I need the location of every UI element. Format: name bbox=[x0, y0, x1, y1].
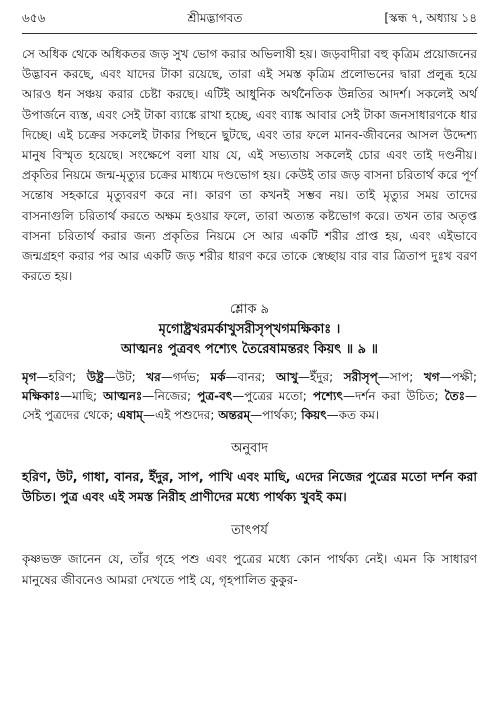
synonyms-paragraph bbox=[22, 368, 477, 425]
header-rule bbox=[22, 33, 477, 34]
purport-heading: তাৎপর্য bbox=[231, 523, 268, 539]
book-title: শ্রীমদ্ভাগবত bbox=[187, 11, 243, 25]
synonym-meaning: —পার্থক্য; bbox=[250, 408, 302, 423]
synonym-word: অন্তরম্ bbox=[218, 408, 251, 423]
purport-continued-paragraph: সে অধিক থেকে অধিকতর জড় সুখ ভোগ করার অভিলাষী হয়। জড়বাদীরা বহু কৃত্রিম প্রয়োজনের উদ্ভাবন করছে, এবং যাদের টাকা রয়েছে, তারা এই সমস্ত কৃত্রিম প্রলোভনের দ্বারা প্রলুব্ধ হয়ে আরও ধন সঞ্চয় করার চেষ্টা করছে। এটিই আধুনিক অর্থনৈতিক উন্নতির আদর্শ। সকলেই অর্থ উপার্জনে ব্যস্ত, এবং সেই টাকা ব্যাঙ্কে রাখা হচ্ছে, এবং ব্যাঙ্ক আবার সেই টাকা জনসাধারণকে ধার দিচ্ছে। এই চক্রের সকলেই টাকার পিছনে ছুটছে, এবং তার ফলে মানব-জীবনের আসল উদ্দেশ্য মানুষ বিস্মৃত হয়েছে। সংক্ষেপে বলা যায় যে, এই সভ্যতায় সকলেই চোর এবং তাই দণ্ডনীয়। প্রকৃতির নিয়মে জন্ম-মৃত্যুর চক্রের মাধ্যমে দণ্ডভোগ হয়। কেউই তার জড় বাসনা চরিতার্থ করে পূর্ণ সন্তোষ সহকারে মৃত্যুবরণ করে না। কারণ তা কখনই সম্ভব নয়। তাই মৃত্যুর সময় তাদের বাসনাগুলি চরিতার্থ করতে অক্ষম হওয়ার ফলে, তারা অত্যন্ত কষ্টভোগ করে। তখন তার অতৃপ্ত বাসনা চরিতার্থ করার জন্য প্রকৃতির নিয়মে সে আর একটি শরীর প্রাপ্ত হয়, এবং এইভাবে জন্মগ্রহণ করার পর আর একটি জড় শরীর ধারণ করে তাকে স্বেচ্ছায় বার বার ত্রিতাপ দুঃখ বরণ করতে হয়। bbox=[22, 47, 477, 284]
synonym-word: সরীসৃপ্ bbox=[343, 370, 378, 385]
synonym-meaning: —দর্শন করা উচিত; bbox=[342, 389, 445, 404]
verse-heading: শ্লোক ৯ bbox=[229, 302, 270, 318]
translation-text: হরিণ, উট, গাধা, বানর, ইঁদুর, সাপ, পাখি এবং মাছি, এদের নিজের পুত্রের মতো দর্শন করা উচিত। পুত্র এবং এই সমস্ত নিরীহ প্রাণীদের মধ্যে পার্থক্য খুবই কম। bbox=[22, 469, 477, 505]
page-number: ৬৫৬ bbox=[22, 11, 46, 25]
synonym-meaning: —কত কম। bbox=[326, 408, 380, 423]
synonym-meaning: —এই পশুদের; bbox=[142, 408, 219, 423]
verse-line-1: মৃগোষ্ট্রখরমর্কাখুসরীসৃপ্খগমক্ষিকাঃ । bbox=[158, 322, 341, 338]
synonym-word: তৈঃ bbox=[444, 389, 465, 404]
synonym-word: খগ bbox=[423, 370, 440, 385]
synonym-word: মৃগ bbox=[22, 370, 37, 385]
synonym-word: পুত্র-বৎ bbox=[197, 389, 233, 404]
synonym-word: আখু bbox=[276, 370, 298, 385]
synonym-meaning: —উট; bbox=[103, 370, 147, 385]
synonym-word: মর্ক bbox=[210, 370, 226, 385]
synonym-meaning: —বানর; bbox=[225, 370, 277, 385]
synonym-word: এষাম্ bbox=[117, 408, 143, 423]
page-header bbox=[22, 10, 477, 30]
synonym-word: পশ্যেৎ bbox=[312, 389, 343, 404]
synonym-word: খর bbox=[146, 370, 161, 385]
synonym-meaning: —মাছি; bbox=[60, 389, 104, 404]
synonym-meaning: —সেই পুত্রদের থেকে; bbox=[22, 389, 477, 423]
synonym-meaning: —হরিণ; bbox=[36, 370, 87, 385]
synonym-meaning: —ইঁদুর; bbox=[297, 370, 344, 385]
synonym-word: আত্মনঃ bbox=[103, 389, 143, 404]
chapter-reference: [স্কন্ধ ৭, অধ্যায় ১৪ bbox=[384, 11, 477, 25]
synonym-word: মক্ষিকাঃ bbox=[22, 389, 61, 404]
translation-heading: অনুবাদ bbox=[231, 441, 268, 457]
synonym-meaning: —পক্ষী; bbox=[439, 370, 477, 385]
synonym-meaning: —গর্দভ; bbox=[160, 370, 211, 385]
synonym-word: উষ্ট্র bbox=[86, 370, 104, 385]
synonym-word: কিয়ৎ bbox=[301, 408, 327, 423]
purport-text: কৃষ্ণভক্ত জানেন যে, তাঁর গৃহে পশু এবং পুত্রের মধ্যে কোন পার্থক্য নেই। এমন কি সাধারণ মানুষের জীবনেও আমরা দেখতে পাই যে, গৃহপালিত কুকুর- bbox=[22, 552, 477, 587]
synonym-meaning: —সাপ; bbox=[377, 370, 424, 385]
verse-line-2: আত্মনঃ পুত্রবৎ পশ্যেৎ তৈরেষামন্তরং কিয়ৎ ॥ ৯ ॥ bbox=[121, 342, 378, 358]
synonym-meaning: —পুত্রের মতো; bbox=[232, 389, 313, 404]
synonym-meaning: —নিজের; bbox=[142, 389, 198, 404]
